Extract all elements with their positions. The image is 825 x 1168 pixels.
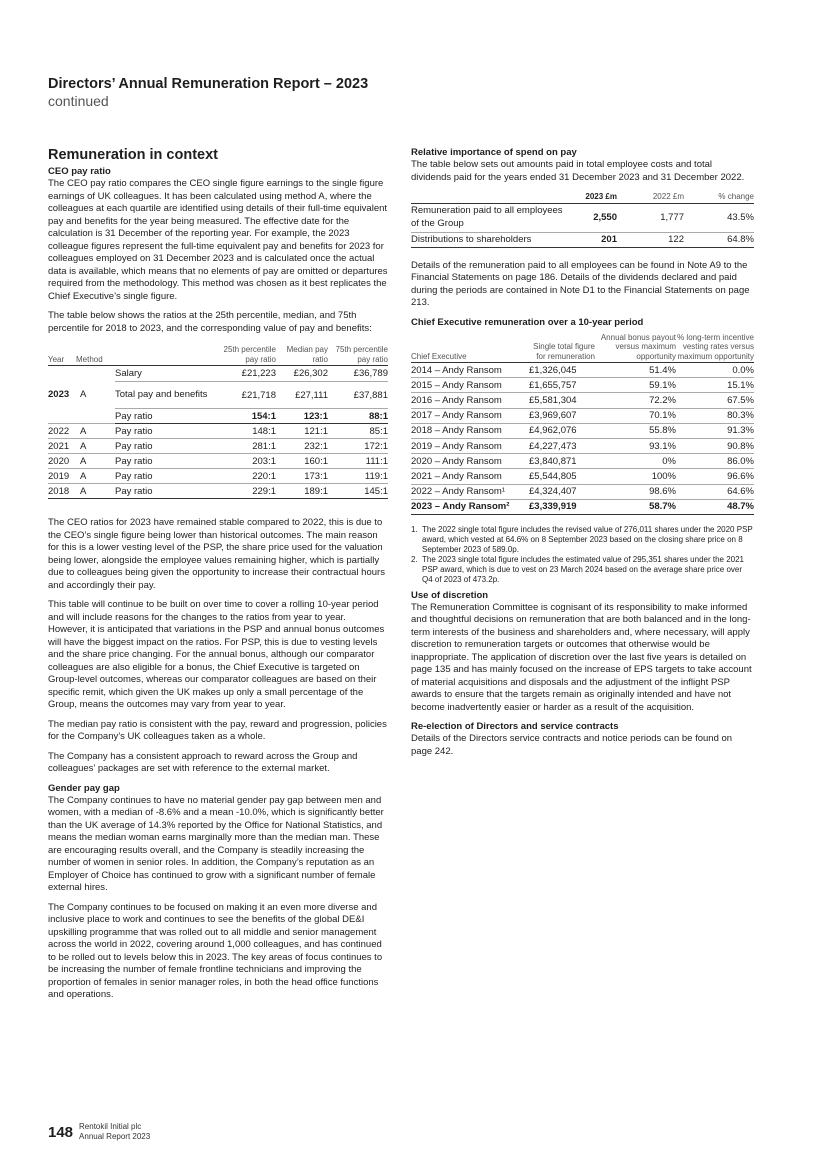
table-row (48, 454, 388, 469)
report-title: Directors’ Annual Remuneration Report – 2023 (48, 76, 369, 92)
table-cell: 119:1 (328, 469, 388, 484)
table-cell: 154:1 (216, 409, 276, 424)
table-cell: 100% (595, 469, 676, 484)
table-cell: £4,962,076 (529, 423, 595, 438)
paragraph: The Company has a consistent approach to reward across the Group and colleagues’ packages are set with reference to the external market. (48, 750, 358, 774)
left-column (48, 147, 388, 1002)
paragraph: The CEO ratios for 2023 have remained stable compared to 2022, this is due to the CEO’s single figure being lower than historical outcomes. The main reason for this is a lower vesting level of the PSP, the share price used for the valuation being lower, alongside the employee values remaining higher, which is partially due to colleagues being given the opportunity to increase their contractual hours and accordingly their pay. (48, 517, 385, 591)
table-cell: A (76, 484, 115, 499)
table-cell: 2021 (48, 439, 76, 454)
table-cell: £26,302 (276, 366, 328, 382)
table-cell: £21,223 (216, 366, 276, 382)
col-header: Single total figure for remuneration (529, 333, 595, 363)
paragraph: The table below shows the ratios at the 25th percentile, median, and 75th percentile for 2018 to 2023, and the corresponding value of pay and benefits: (48, 310, 372, 334)
table-cell: 48.7% (676, 499, 754, 514)
table-cell: 2022 – Andy Ransom¹ (411, 484, 529, 499)
footnote-text: The 2022 single total figure includes the revised value of 276,011 shares under the 2020 PSP award, which vested at 64.6% on 8 September 2023 based on the closing share price on 8 September 2023 of 589.0p. (422, 524, 753, 554)
col-header: 25th percentile pay ratio (216, 345, 276, 366)
table-cell: 2023 – Andy Ransom² (411, 499, 529, 514)
table-row (411, 232, 754, 247)
paragraph: The CEO pay ratio compares the CEO single figure earnings to the single figure earnings of UK colleagues. It has been calculated using method A, where the colleagues at each quartile are identified using details of their full-time equivalent pay and benefits for the year being measured. The effective date for the calculation is 31 December of the reporting year. For example, the 2023 colleague figures represent the full-time equivalent pay and benefits for 2023 for colleagues employed on 31 December 2023 and is calculated once the actual data is available, which means that no elements of pay are omitted or departures required from the methodology. This method was chosen as it best replicates the Chief Executive’s single figure. (48, 178, 388, 302)
paragraph: The Company continues to have no material gender pay gap between men and women, with a median of -8.6% and a mean -10.0%, which is significantly better than the UK average of 14.3% reported by the Office for National Statistics, and means the median woman earns marginally more than the median man. These are encouraging results overall, and the Company is steadily increasing the number of women in senior roles. In addition, the Company’s reputation as an Employer of Choice has continued to grow with a significant number of female external hires. (48, 794, 384, 893)
table-cell: 122 (617, 232, 684, 247)
table-cell: 2014 – Andy Ransom (411, 363, 529, 378)
spend-table (411, 192, 754, 248)
table-cell: Pay ratio (115, 484, 216, 499)
page-footer (48, 1122, 150, 1142)
table-row (48, 484, 388, 499)
table-cell: £1,655,757 (529, 378, 595, 393)
table-cell: 2021 – Andy Ransom (411, 469, 529, 484)
table-cell: 229:1 (216, 484, 276, 499)
footnote (411, 525, 754, 555)
table-row (411, 438, 754, 453)
table-row (411, 393, 754, 408)
table-row (411, 484, 754, 499)
table-cell: 88:1 (328, 409, 388, 424)
table-row (411, 203, 754, 232)
table-cell: Pay ratio (115, 409, 216, 424)
col-header: Method (76, 345, 115, 366)
table-cell: Pay ratio (115, 424, 216, 439)
table-cell: A (76, 469, 115, 484)
paragraph: The Company continues to be focused on making it an even more diverse and inclusive place to work and continues to see the benefits of the global DE&I upskilling programme that was rolled out to all middle and senior management across the world in 2022, covering around 1,000 colleagues, and has continued to be rolled out to levels below this in 2023. The key areas of focus continues to be increasing the number of female frontline technicians and improving the proportion of females in senior manager roles, in both the head office functions and operations. (48, 901, 383, 1000)
table-cell: 85:1 (328, 424, 388, 439)
table-row (48, 469, 388, 484)
table-cell: 80.3% (676, 408, 754, 423)
table-cell: 232:1 (276, 439, 328, 454)
report-name: Annual Report 2023 (79, 1132, 151, 1141)
table-cell: 98.6% (595, 484, 676, 499)
table-cell: 0.0% (676, 363, 754, 378)
table-cell: Distributions to shareholders (411, 232, 571, 247)
ceo-remuneration-heading: Chief Executive remuneration over a 10-year period (411, 316, 644, 328)
col-header: Chief Executive (411, 333, 529, 363)
discretion-heading: Use of discretion (411, 589, 489, 601)
table-cell: 70.1% (595, 408, 676, 423)
table-cell: 93.1% (595, 438, 676, 453)
table-cell: Total pay and benefits (115, 382, 216, 409)
table-cell: 2022 (48, 424, 76, 439)
table-cell: £36,789 (328, 366, 388, 382)
table-cell: 160:1 (276, 454, 328, 469)
col-header: Annual bonus payout versus maximum opportunity (595, 333, 676, 363)
col-header: % change (684, 192, 754, 203)
table-cell: 2019 – Andy Ransom (411, 438, 529, 453)
table-cell: 58.7% (595, 499, 676, 514)
table-cell: £27,111 (276, 382, 328, 409)
table-row (411, 469, 754, 484)
table-cell: £1,326,045 (529, 363, 595, 378)
table-cell: 67.5% (676, 393, 754, 408)
col-header: 75th percentile pay ratio (328, 345, 388, 366)
table-cell: Salary (115, 366, 216, 382)
spend-heading: Relative importance of spend on pay (411, 147, 577, 158)
table-cell: 281:1 (216, 439, 276, 454)
table-cell: Pay ratio (115, 469, 216, 484)
table-row (411, 499, 754, 514)
method-cell: A (76, 366, 115, 424)
table-cell: 2020 – Andy Ransom (411, 454, 529, 469)
table-cell: 2016 – Andy Ransom (411, 393, 529, 408)
table-cell: 2020 (48, 454, 76, 469)
paragraph: Details of the Directors service contracts and notice periods can be found on page 242. (411, 733, 733, 757)
table-cell: 148:1 (216, 424, 276, 439)
table-cell: 2,550 (571, 203, 617, 232)
table-cell: £3,840,871 (529, 454, 595, 469)
gender-pay-gap-heading: Gender pay gap (48, 782, 120, 794)
table-cell: 189:1 (276, 484, 328, 499)
table-cell: 64.8% (684, 232, 754, 247)
table-row (411, 408, 754, 423)
right-column (411, 147, 754, 758)
table-cell: £21,718 (216, 382, 276, 409)
table-cell: 15.1% (676, 378, 754, 393)
table-cell: £4,324,407 (529, 484, 595, 499)
paragraph: This table will continue to be built on over time to cover a rolling 10-year period and will include reasons for the changes to the ratios from year to year. However, it is anticipated that variations in the PSP and annual bonus outcomes will have the biggest impact on the ratios. For PSP, this is due to vesting levels and the share price changing. For the annual bonus, although our comparator colleagues are also eligible for a bonus, the Chief Executive is targeted on Group-level outcomes, whereas our comparator colleagues are based on their specific remit, which given the UK makes up only a small percentage of the Group, means the outcomes may vary from year to year. (48, 599, 385, 710)
table-cell: 96.6% (676, 469, 754, 484)
table-cell: Remuneration paid to all employees of the Group (411, 203, 571, 232)
report-subtitle: continued (48, 93, 109, 109)
footnote (411, 555, 754, 585)
section-heading: Remuneration in context (48, 147, 218, 163)
col-header: Median pay ratio (276, 345, 328, 366)
footnote-number: 1. (411, 524, 418, 534)
col-header (411, 192, 571, 203)
table-cell: 2015 – Andy Ransom (411, 378, 529, 393)
table-cell: 201 (571, 232, 617, 247)
table-cell: £3,969,607 (529, 408, 595, 423)
table-cell: 2019 (48, 469, 76, 484)
ceo-remuneration-table (411, 333, 754, 515)
table-cell: 72.2% (595, 393, 676, 408)
col-header: 2023 £m (571, 192, 617, 203)
table-cell: A (76, 424, 115, 439)
year-cell: 2023 (48, 366, 76, 424)
col-header (115, 345, 216, 366)
table-cell: 86.0% (676, 454, 754, 469)
reelection-heading: Re-election of Directors and service contracts (411, 721, 619, 733)
table-cell: 1,777 (617, 203, 684, 232)
footnote-text: The 2023 single total figure includes the estimated value of 295,351 shares under the 2021 PSP award, which is due to vest on 23 March 2024 based on the average share price over Q4 of 2023 of 473.2p. (422, 554, 744, 584)
table-row (411, 378, 754, 393)
paragraph: Details of the remuneration paid to all employees can be found in Note A9 to the Financial Statements on page 186. Details of the dividends declared and paid during the periods are contained in Note D1 to the Financial Statements on page 213. (411, 259, 750, 308)
table-row (48, 424, 388, 439)
table-row (411, 454, 754, 469)
table-cell: 2017 – Andy Ransom (411, 408, 529, 423)
col-header: % long-term incentive vesting rates versus maximum opportunity (677, 332, 754, 361)
pay-ratio-table (48, 345, 388, 499)
page-number: 148 (48, 1123, 74, 1141)
table-cell: Pay ratio (115, 454, 216, 469)
company-name: Rentokil Initial plc (79, 1122, 142, 1131)
table-cell: Pay ratio (115, 439, 216, 454)
table-cell: A (76, 439, 115, 454)
table-row (48, 366, 388, 382)
footnote-number: 2. (411, 554, 418, 564)
table-cell: 2018 (48, 484, 76, 499)
table-cell: £37,881 (328, 382, 388, 409)
table-cell: 59.1% (595, 378, 676, 393)
table-cell: 111:1 (328, 454, 388, 469)
table-cell: 172:1 (328, 439, 388, 454)
col-header: Year (48, 345, 76, 366)
table-cell: 0% (595, 454, 676, 469)
table-row (411, 423, 754, 438)
report-header (48, 76, 368, 110)
table-cell: 145:1 (328, 484, 388, 499)
table-cell: £5,544,805 (529, 469, 595, 484)
table-row (411, 363, 754, 378)
table-cell: 91.3% (676, 423, 754, 438)
ceo-pay-ratio-heading: CEO pay ratio (48, 166, 111, 177)
table-cell: 123:1 (276, 409, 328, 424)
table-cell: £5,581,304 (529, 393, 595, 408)
table-cell: 90.8% (676, 438, 754, 453)
table-cell: 55.8% (595, 423, 676, 438)
table-cell: 121:1 (276, 424, 328, 439)
paragraph: The table below sets out amounts paid in total employee costs and total dividends paid for the years ended 31 December 2023 and 31 December 2022. (411, 159, 745, 183)
footnotes (411, 525, 754, 585)
table-cell: 43.5% (684, 203, 754, 232)
paragraph: The Remuneration Committee is cognisant of its responsibility to make informed and thoughtful decisions on remuneration that are both balanced and in the long-term interests of the business and shareholders and, where necessary, will apply discretion to remuneration targets or outcomes that otherwise would be inappropriate. The application of discretion over the last five years is detailed on page 135 and has mainly focused on the increase of EPS targets to take account of material acquisitions and disposals and the adjustment of the inflight PSP awards to ensure that the targets remain as originally intended and have not become inadvertently easier or harder as a result of the acquisition. (411, 601, 752, 713)
table-cell: 220:1 (216, 469, 276, 484)
col-header: 2022 £m (617, 192, 684, 203)
table-cell: A (76, 454, 115, 469)
table-cell: £3,339,919 (529, 499, 595, 514)
table-cell: 51.4% (595, 363, 676, 378)
table-cell: £4,227,473 (529, 438, 595, 453)
paragraph: The median pay ratio is consistent with the pay, reward and progression, policies for the Company’s UK colleagues taken as a whole. (48, 718, 387, 742)
table-cell: 203:1 (216, 454, 276, 469)
table-cell: 2018 – Andy Ransom (411, 423, 529, 438)
table-cell: 173:1 (276, 469, 328, 484)
table-cell: 64.6% (676, 484, 754, 499)
table-row (48, 439, 388, 454)
